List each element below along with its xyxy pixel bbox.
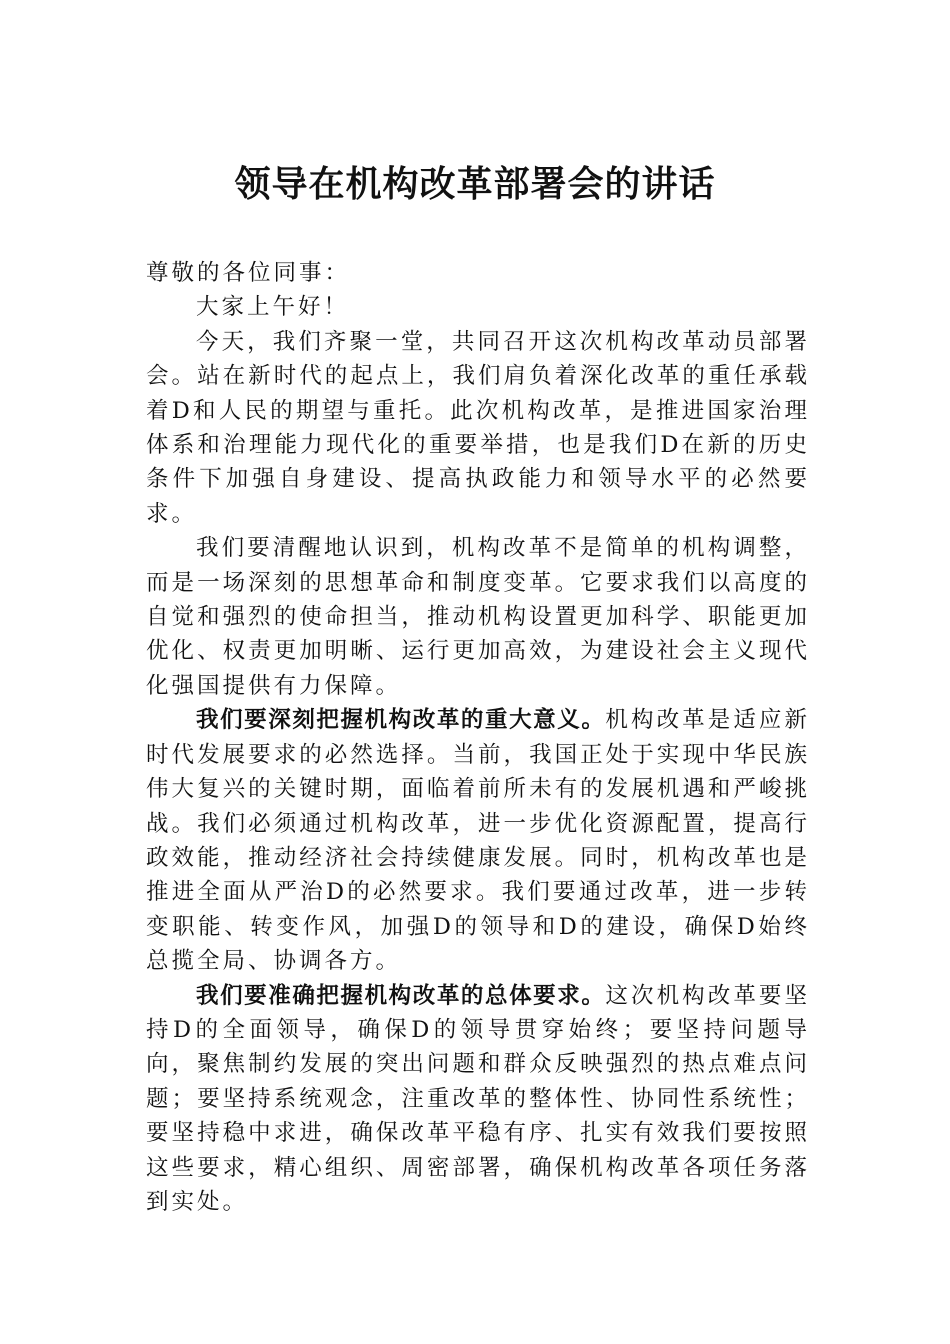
paragraph-3 [146,703,810,978]
document-title: 领导在机构改革部署会的讲话 [234,163,716,205]
paragraph-4-text: 这次机构改革要坚持D的全面领导，确保D的领导贯穿始终；要坚持问题导向，聚焦制约发展的突出问题和群众反映强烈的热点难点问题；要坚持系统观念，注重改革的整体性、协同性系统性；要坚持稳中求进，确保改革平稳有序、扎实有效我们要按照这些要求，精心组织、周密部署，确保机构改革各项任务落到实处。 [146,982,810,1215]
paragraph-2-text: 我们要清醒地认识到，机构改革不是简单的机构调整，而是一场深刻的思想革命和制度变革。它要求我们以高度的自觉和强烈的使命担当，推动机构设置更加科学、职能更加优化、权责更加明晰、运行更加高效，为建设社会主义现代化强国提供有力保障。 [146,535,810,699]
paragraph-3-text: 机构改革是适应新时代发展要求的必然选择。当前，我国正处于实现中华民族伟大复兴的关键时期，面临着前所未有的发展机遇和严峻挑战。我们必须通过机构改革，进一步优化资源配置，提高行政效能，推动经济社会持续健康发展。同时，机构改革也是推进全面从严治D的必然要求。我们要通过改革，进一步转变职能、转变作风，加强D的领导和D的建设，确保D始终总揽全局、协调各方。 [146,707,810,975]
paragraph-1 [146,325,810,531]
paragraph-4 [146,979,810,1220]
salutation: 尊敬的各位同事： [146,260,351,286]
paragraph-3-lead: 我们要深刻把握机构改革的重大意义。 [196,707,606,734]
paragraph-4-lead: 我们要准确把握机构改革的总体要求。 [196,982,606,1009]
paragraph-2 [146,531,810,703]
greeting: 大家上午好！ [196,294,350,321]
document-body [146,256,810,1219]
paragraph-1-text: 今天，我们齐聚一堂，共同召开这次机构改革动员部署会。站在新时代的起点上，我们肩负着深化改革的重任承载着D和人民的期望与重托。此次机构改革，是推进国家治理体系和治理能力现代化的重要举措，也是我们D在新的历史条件下加强自身建设、提高执政能力和领导水平的必然要求。 [146,328,810,527]
